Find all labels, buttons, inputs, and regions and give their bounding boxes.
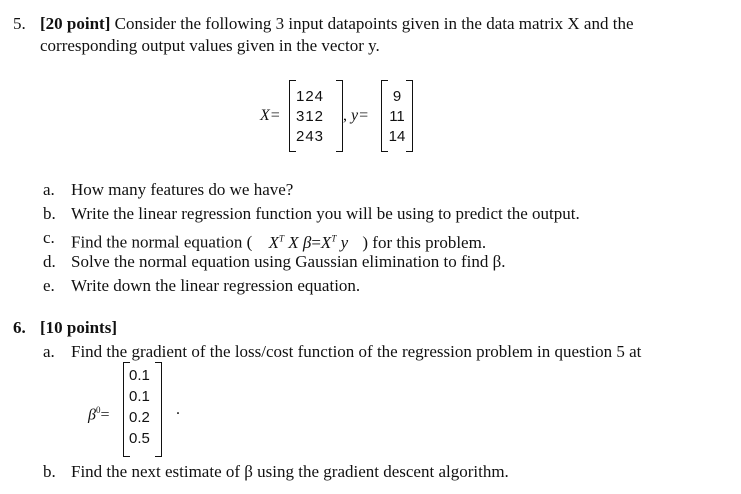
q5-number: 5. bbox=[13, 14, 26, 33]
q5-header-line bbox=[40, 14, 634, 34]
q5-item-a-text: How many features do we have? bbox=[71, 180, 294, 199]
q5-item-c-marker: c. bbox=[43, 228, 55, 247]
q5-item-e-text: Write down the linear regression equation. bbox=[71, 276, 361, 295]
q5-item-d-marker: d. bbox=[43, 252, 56, 271]
beta0-value: 0.5 bbox=[129, 430, 150, 447]
q6-item-b-text: Find the next estimate of β using the gradient descent algorithm. bbox=[71, 462, 509, 481]
normal-equation: $X^T$ X $\beta=X^T$ y bbox=[268, 232, 349, 252]
vector-y-value: 11 bbox=[389, 108, 405, 125]
q5-item-e-marker: e. bbox=[43, 276, 55, 295]
matrix-x-row: 124 bbox=[296, 88, 325, 105]
q5-item-b-marker: b. bbox=[43, 204, 56, 223]
vector-y-cells bbox=[386, 88, 408, 145]
vector-y-right-bracket bbox=[406, 80, 413, 152]
matrix-x-label: X= bbox=[260, 107, 281, 124]
matrix-x-right-bracket bbox=[336, 80, 343, 152]
q5-item-a-marker: a. bbox=[43, 180, 55, 199]
q6-points: [10 points] bbox=[40, 318, 117, 337]
matrix-separator: , bbox=[343, 107, 347, 124]
beta0-value: 0.1 bbox=[129, 367, 150, 384]
beta0-value: 0.2 bbox=[129, 409, 150, 426]
beta0-label: $\beta^0=$ bbox=[88, 405, 110, 424]
matrix-x-left-bracket bbox=[289, 80, 296, 152]
q6-number: 6. bbox=[13, 318, 26, 337]
q6-item-a-text: Find the gradient of the loss/cost function of the regression problem in question 5 at bbox=[71, 342, 642, 361]
beta0-period: . bbox=[176, 401, 180, 418]
beta0-value: 0.1 bbox=[129, 388, 150, 405]
vector-y-value: 14 bbox=[388, 128, 406, 145]
matrix-x-cells bbox=[296, 88, 336, 145]
q5-item-c-text-after: ) for this problem. bbox=[362, 232, 487, 252]
q5-item-c-text-before: Find the normal equation ( bbox=[71, 232, 253, 252]
q5-text-line2: corresponding output values given in the vector y. bbox=[40, 36, 380, 55]
vector-y-value: 9 bbox=[392, 88, 402, 105]
q6-item-b-marker: b. bbox=[43, 462, 56, 481]
q5-text-line1: Consider the following 3 input datapoints given in the data matrix X and the bbox=[110, 14, 634, 33]
q5-points: [20 point] bbox=[40, 14, 111, 33]
beta0-right-bracket bbox=[155, 362, 162, 457]
q6-item-a-marker: a. bbox=[43, 342, 55, 361]
q5-item-d-text: Solve the normal equation using Gaussian elimination to find β. bbox=[71, 252, 506, 271]
q5-item-c-line bbox=[71, 228, 486, 253]
q5-item-b-text: Write the linear regression function you will be using to predict the output. bbox=[71, 204, 580, 223]
vector-y-label: y= bbox=[351, 107, 369, 124]
matrix-x-row: 243 bbox=[296, 128, 325, 145]
matrix-x-row: 312 bbox=[296, 108, 325, 125]
